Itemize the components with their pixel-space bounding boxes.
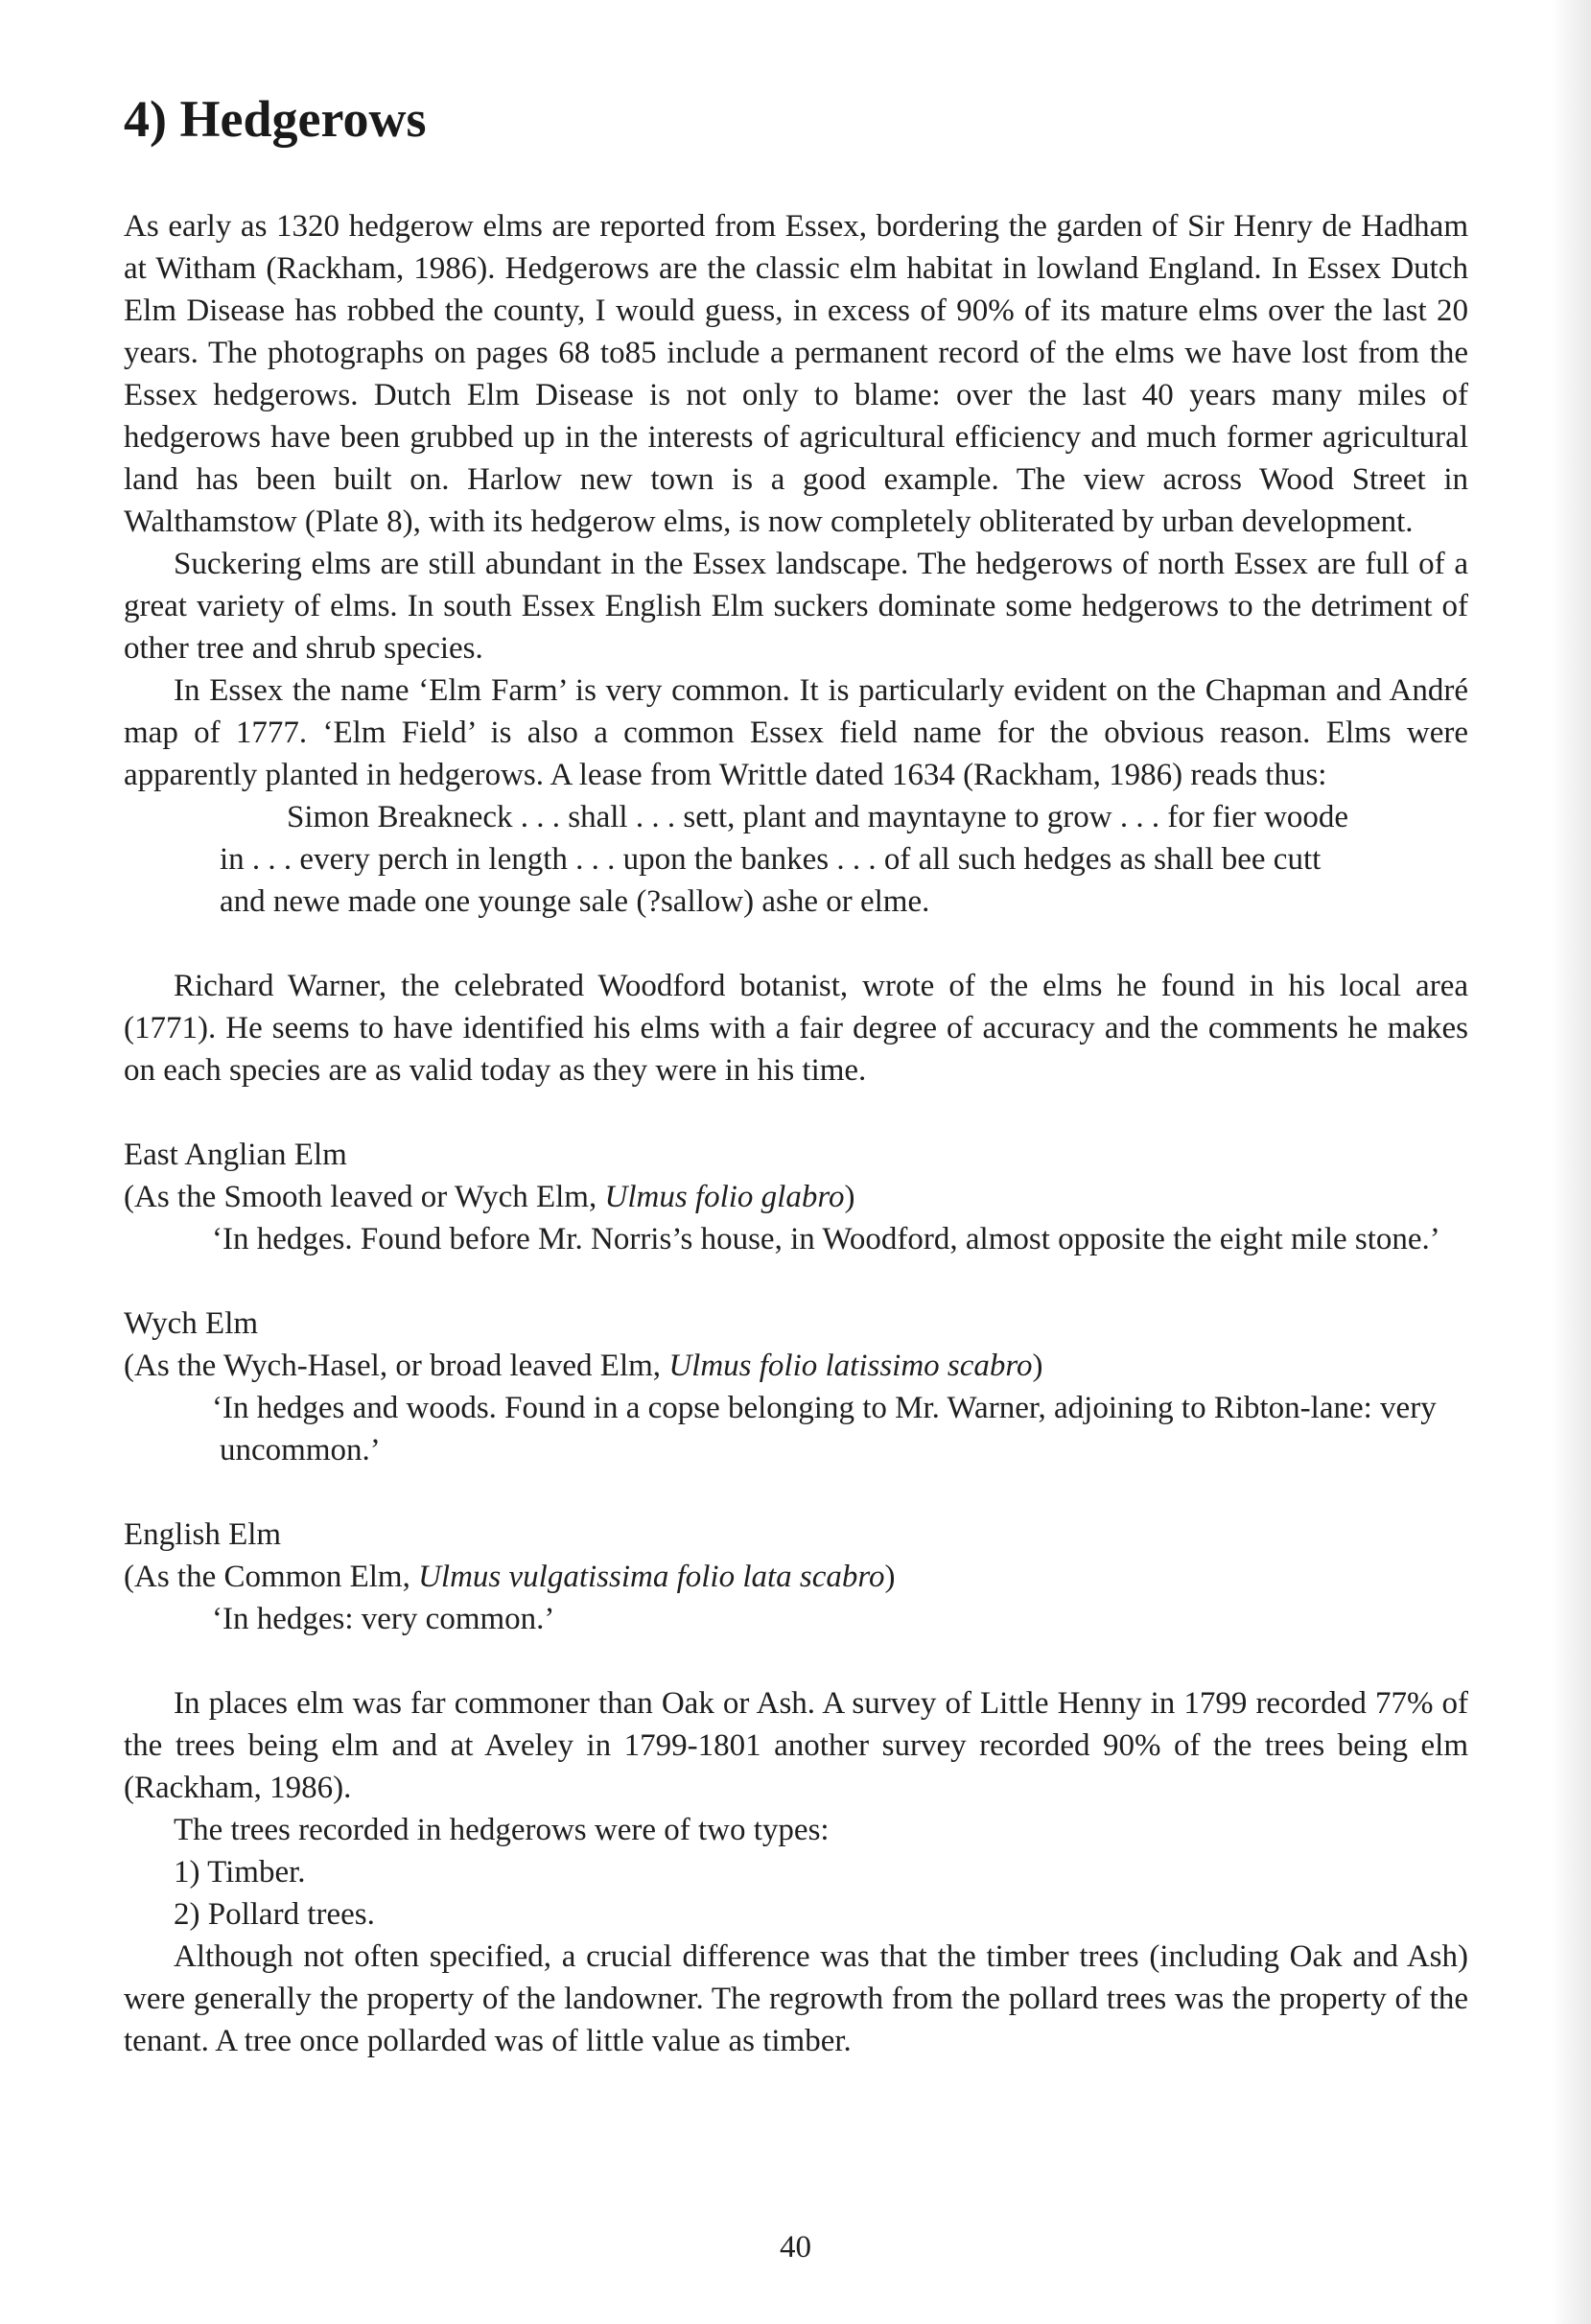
latin-name: Ulmus folio glabro bbox=[604, 1180, 845, 1214]
elm-entry-name: English Elm bbox=[124, 1517, 282, 1552]
synonym-prefix: (As the Common Elm, bbox=[124, 1560, 419, 1594]
elm-entry-name: Wych Elm bbox=[124, 1306, 259, 1341]
elm-entry bbox=[124, 1134, 1468, 1260]
spacer bbox=[124, 1640, 1468, 1682]
page-number: 40 bbox=[780, 2230, 811, 2265]
synonym-suffix: ) bbox=[844, 1180, 855, 1214]
list-item: 2) Pollard trees. bbox=[174, 1897, 375, 1932]
spacer bbox=[124, 1471, 1468, 1514]
synonym-suffix: ) bbox=[1032, 1349, 1043, 1383]
spacer bbox=[124, 923, 1468, 965]
elm-entry bbox=[124, 1514, 1468, 1640]
paragraph-suckering-elms: Suckering elms are still abundant in the Essex landscape. The hedgerows of north Essex are full of a great variety of elms. In south Essex English Elm suckers dominate some hedgerows to the detriment of other tree and shrub species. bbox=[124, 547, 1468, 666]
spacer bbox=[124, 1092, 1468, 1134]
synonym-prefix: (As the Smooth leaved or Wych Elm, bbox=[124, 1180, 605, 1214]
paragraph-hedgerow-history: As early as 1320 hedgerow elms are reported from Essex, bordering the garden of Sir Henry de Hadham at Witham (Rackham, 1986). Hedgerows are the classic elm habitat in lowland England. In Essex Dutch Elm Disease has robbed the county, I would guess, in excess of 90% of its mature elms over the last 20 years. The photographs on pages 68 to85 include a permanent record of the elms we have lost from the Essex hedgerows. Dutch Elm Disease is not only to blame: over the last 40 years many miles of hedgerows have been grubbed up in the interests of agricultural efficiency and much former agricultural land has been built on. Harlow new town is a good example. The view across Wood Street in Walthamstow (Plate 8), with its hedgerow elms, is now completely obliterated by urban development. bbox=[124, 209, 1468, 539]
paragraph-richard-warner: Richard Warner, the celebrated Woodford botanist, wrote of the elms he found in his local area (1771). He seems to have identified his elms with a fair degree of accuracy and the comments he makes on each species are as valid today as they were in his time. bbox=[124, 969, 1468, 1088]
elm-entry-quote: ‘In hedges: very common.’ bbox=[212, 1602, 555, 1636]
synonym-prefix: (As the Wych-Hasel, or broad leaved Elm, bbox=[124, 1349, 669, 1383]
page-content bbox=[124, 88, 1468, 2062]
paragraph-tree-types: The trees recorded in hedgerows were of two types: bbox=[174, 1813, 830, 1847]
elm-entry-synonym bbox=[124, 1176, 1468, 1218]
elm-entry bbox=[124, 1303, 1468, 1471]
synonym-suffix: ) bbox=[884, 1560, 896, 1594]
latin-name: Ulmus folio latissimo scabro bbox=[668, 1349, 1033, 1383]
section-heading: 4) Hedgerows bbox=[124, 90, 427, 148]
elm-entry-name: East Anglian Elm bbox=[124, 1138, 347, 1172]
lease-quote: Simon Breakneck . . . shall . . . sett, plant and mayntayne to grow . . . for fier woode in . . . every perch in length . . . upon the bankes . . . of all such hedges as shall bee cutt and newe made one younge sale (?sallow) ashe or elme. bbox=[220, 800, 1349, 919]
elm-entry-synonym bbox=[124, 1556, 1468, 1598]
paragraph-elm-commonness: In places elm was far commoner than Oak or Ash. A survey of Little Henny in 1799 recorded 77% of the trees being elm and at Aveley in 1799-1801 another survey recorded 90% of the trees being elm (Rackham, 1986). bbox=[124, 1686, 1468, 1805]
latin-name: Ulmus vulgatissima folio lata scabro bbox=[418, 1560, 885, 1594]
paragraph-elm-farm: In Essex the name ‘Elm Farm’ is very common. It is particularly evident on the Chapman and André map of 1777. ‘Elm Field’ is also a common Essex field name for the obvious reason. Elms were apparently planted in hedgerows. A lease from Writtle dated 1634 (Rackham, 1986) reads thus: bbox=[124, 673, 1468, 792]
elm-entry-quote: ‘In hedges and woods. Found in a copse belonging to Mr. Warner, adjoining to Ribton-lane: very uncommon.’ bbox=[212, 1391, 1437, 1467]
spacer bbox=[124, 1260, 1468, 1303]
elm-entry-quote: ‘In hedges. Found before Mr. Norris’s house, in Woodford, almost opposite the eight mile stone.’ bbox=[212, 1222, 1440, 1256]
paragraph-ownership: Although not often specified, a crucial difference was that the timber trees (including Oak and Ash) were generally the property of the landowner. The regrowth from the pollard trees was the property of the tenant. A tree once pollarded was of little value as timber. bbox=[124, 1939, 1468, 2058]
list-item: 1) Timber. bbox=[174, 1855, 306, 1890]
elm-entry-synonym bbox=[124, 1345, 1468, 1387]
